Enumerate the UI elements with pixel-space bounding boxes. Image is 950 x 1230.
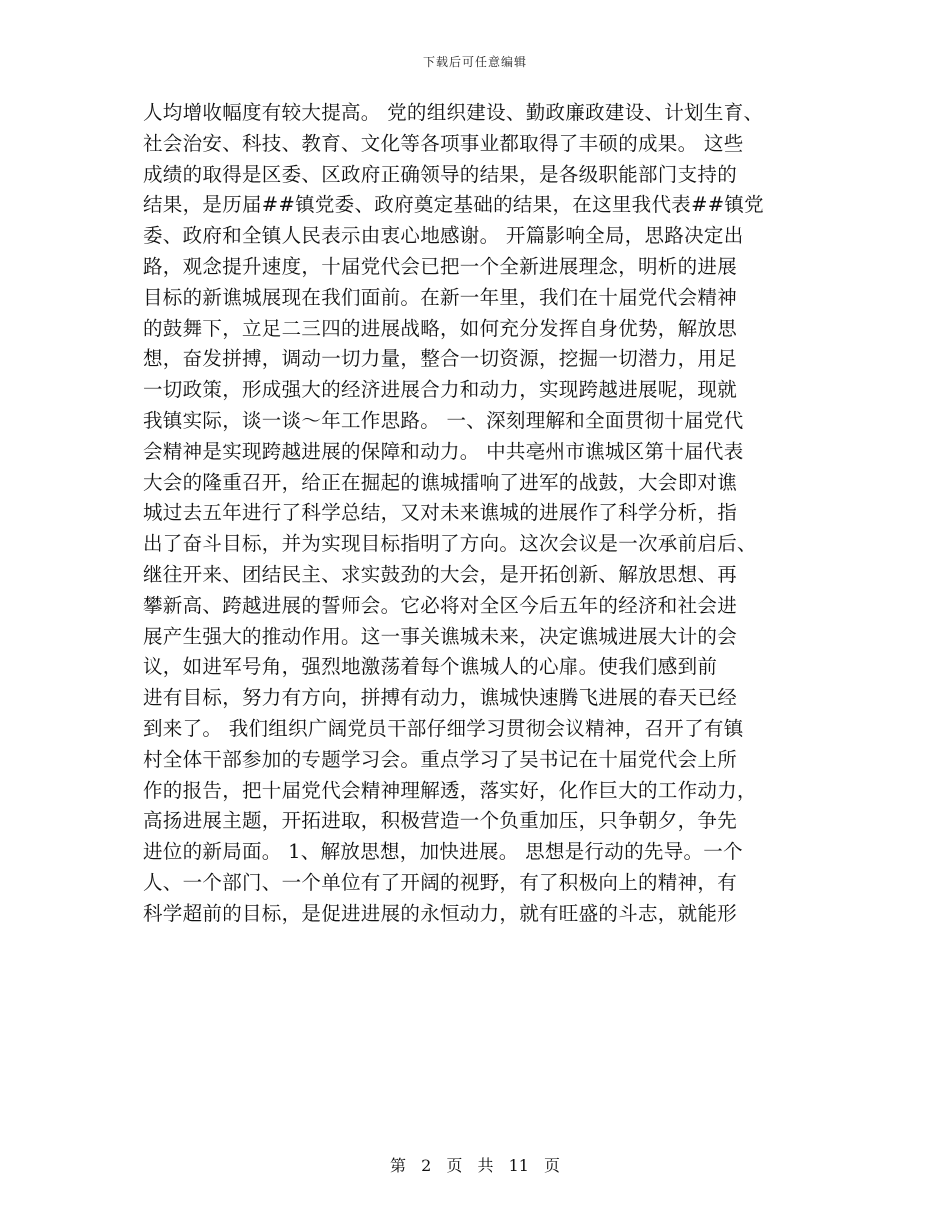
body-line: 出了奋斗目标，并为实现目标指明了方向。这次会议是一次承前启后、 xyxy=(143,532,757,556)
footer-page-label: 页 xyxy=(446,1156,463,1175)
body-line: 目标的新谯城展现在我们面前。在新一年里，我们在十届党代会精神 xyxy=(143,285,738,309)
body-line: 一切政策，形成强大的经济进展合力和动力，实现跨越进展呢，现就 xyxy=(143,378,738,402)
footer-prefix: 第 xyxy=(389,1156,406,1175)
body-line: 到来了。 我们组织广阔党员干部仔细学习贯彻会议精神，召开了有镇 xyxy=(143,716,744,740)
header-note: 下载后可任意编辑 xyxy=(422,55,527,69)
body-line: 社会治安、科技、教育、文化等各项事业都取得了丰硕的成果。 这些 xyxy=(143,131,744,155)
body-line: 委、政府和全镇人民表示由衷心地感谢。 开篇影响全局，思路决定出 xyxy=(143,224,744,248)
body-line: 城过去五年进行了科学总结，又对未来谯城的进展作了科学分析，指 xyxy=(143,501,738,525)
body-line: 作的报告，把十届党代会精神理解透，落实好，化作巨大的工作动力， xyxy=(143,778,757,802)
body-text xyxy=(143,98,803,930)
body-line: 的鼓舞下，立足二三四的进展战略，如何充分发挥自身优势，解放思 xyxy=(143,316,738,340)
footer-total-label: 共 xyxy=(477,1156,494,1175)
body-line: 我镇实际，谈一谈～年工作思路。 一、深刻理解和全面贯彻十届党代 xyxy=(143,408,744,432)
current-page-number: 2 xyxy=(421,1156,432,1175)
body-line: 攀新高、跨越进展的誓师会。它必将对全区今后五年的经济和社会进 xyxy=(143,593,738,617)
total-pages-number: 11 xyxy=(508,1156,529,1175)
body-line: 会精神是实现跨越进展的保障和动力。 中共亳州市谯城区第十届代表 xyxy=(143,439,744,463)
body-line: 大会的隆重召开，给正在掘起的谯城擂响了进军的战鼓，大会即对谯 xyxy=(143,470,738,494)
body-line: 继往开来、团结民主、求实鼓劲的大会，是开拓创新、解放思想、再 xyxy=(143,562,738,586)
body-line: 村全体干部参加的专题学习会。重点学习了吴书记在十届党代会上所 xyxy=(143,747,738,771)
body-line: 进位的新局面。 1、解放思想，加快进展。 思想是行动的先导。一个 xyxy=(143,840,743,864)
body-line: 路，观念提升速度，十届党代会已把一个全新进展理念，明析的进展 xyxy=(143,254,738,278)
body-line: 高扬进展主题，开拓进取，积极营造一个负重加压，只争朝夕，争先 xyxy=(143,809,738,833)
body-line: 科学超前的目标，是促进进展的永恒动力，就有旺盛的斗志，就能形 xyxy=(143,901,738,925)
body-line: 人均增收幅度有较大提高。 党的组织建设、勤政廉政建设、计划生育、 xyxy=(143,101,764,124)
footer-suffix: 页 xyxy=(544,1156,561,1175)
body-line: 成绩的取得是区委、区政府正确领导的结果，是各级职能部门支持的 xyxy=(143,162,738,186)
body-line: 想，奋发拼搏，调动一切力量，整合一切资源，挖掘一切潜力，用足 xyxy=(143,347,738,371)
body-line: 进有目标，努力有方向，拼搏有动力，谯城快速腾飞进展的春天已经 xyxy=(143,686,738,710)
page-footer xyxy=(0,1153,950,1176)
body-line: 结果，是历届##镇党委、政府奠定基础的结果，在这里我代表##镇党 xyxy=(143,193,764,217)
body-line: 议，如进军号角，强烈地激荡着每个谯城人的心扉。使我们感到前 xyxy=(143,655,718,679)
body-line: 人、一个部门、一个单位有了开阔的视野，有了积极向上的精神，有 xyxy=(143,870,738,894)
body-line: 展产生强大的推动作用。这一事关谯城未来，决定谯城进展大计的会 xyxy=(143,624,738,648)
